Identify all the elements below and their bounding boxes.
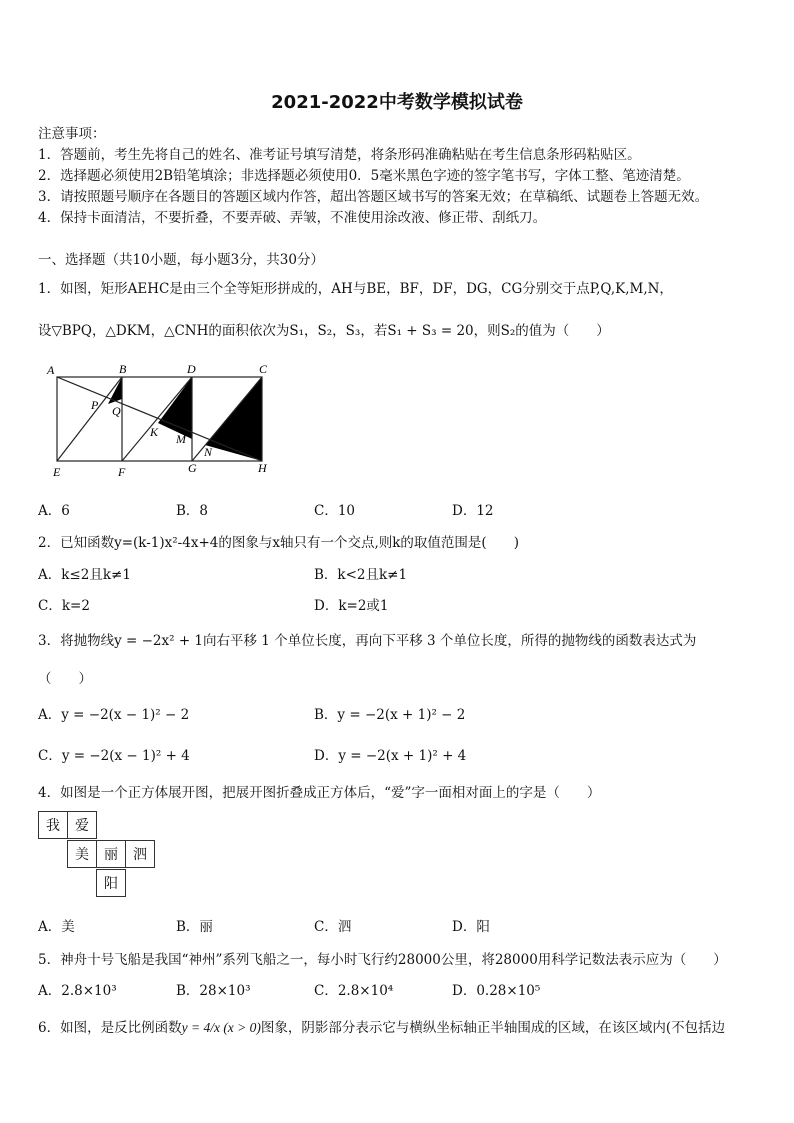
q5-option-c: C．2.8×10⁴: [314, 983, 394, 999]
page-title: 2021-2022中考数学模拟试卷: [271, 92, 523, 113]
notice-item-1: 1．答题前，考生先将自己的姓名、准考证号填写清楚，将条形码准确粘贴在考生信息条形码粘贴区。: [38, 147, 641, 163]
cube-face-yang: 阳: [96, 869, 126, 897]
q5-option-d: D．0.28×10⁵: [452, 983, 541, 999]
label-m: M: [176, 432, 186, 446]
q1-option-a: A．6: [38, 503, 70, 519]
q4-option-a: A．美: [38, 919, 75, 935]
cube-face-wo: 我: [38, 811, 68, 839]
label-a: A: [47, 363, 55, 377]
cube-face-si: 泗: [125, 840, 155, 868]
q2-option-d: D．k=2或1: [314, 598, 389, 614]
q3-paren: （ ）: [38, 671, 92, 687]
label-g: G: [188, 461, 197, 475]
q4-option-d: D．阳: [452, 919, 490, 935]
section-heading: 一、选择题（共10小题，每小题3分，共30分）: [38, 252, 324, 268]
notice-item-3: 3．请按照题号顺序在各题目的答题区域内作答，超出答题区域书写的答案无效；在草稿纸、试题卷上答题无效。: [38, 189, 709, 205]
label-p: P: [91, 398, 99, 412]
label-k: K: [150, 425, 159, 439]
label-d: D: [187, 362, 196, 376]
q6-function: y = 4/x (x > 0): [181, 1020, 261, 1035]
q1-option-b: B．8: [176, 503, 209, 519]
triangle-cnh: [205, 377, 262, 461]
q4-stem: 4．如图是一个正方体展开图，把展开图折叠成正方体后，“爱”字一面相对面上的字是（ ）: [38, 785, 601, 801]
label-n: N: [204, 445, 213, 459]
q1-option-d: D．12: [452, 503, 494, 519]
q3-option-c: C．y = −2(x − 1)² + 4: [38, 748, 190, 764]
q4-option-c: C．泗: [314, 919, 352, 935]
q3-stem: 3．将抛物线y = −2x² + 1向右平移 1 个单位长度，再向下平移 3 个单位长度，所得的抛物线的函数表达式为: [38, 633, 697, 649]
q4-option-b: B．丽: [176, 919, 213, 935]
q2-option-c: C．k=2: [38, 598, 90, 614]
label-c: C: [259, 362, 268, 376]
cube-face-ai: 爱: [67, 811, 97, 839]
triangle-bpq: [108, 377, 122, 404]
q1-stem-line2: 设▽BPQ，△DKM，△CNH的面积依次为S₁，S₂，S₃，若S₁ + S₃ = 20，则S₂的值为（ ）: [38, 323, 610, 339]
q6-stem: [38, 1016, 725, 1036]
q1-figure: [40, 360, 280, 480]
label-b: B: [119, 362, 127, 376]
q6-stem-start: 6．如图，是反比例函数: [38, 1020, 182, 1036]
label-h: H: [258, 461, 267, 475]
notice-item-2: 2．选择题必须使用2B铅笔填涂；非选择题必须使用0．5毫米黑色字迹的签字笔书写，字体工整、笔迹清楚。: [38, 168, 690, 184]
q2-stem: 2．已知函数y=(k-1)x²-4x+4的图象与x轴只有一个交点,则k的取值范围是( ): [38, 535, 519, 551]
notice-heading: 注意事项：: [38, 126, 106, 142]
q1-stem-line1: 1．如图，矩形AEHC是由三个全等矩形拼成的，AH与BE，BF，DF，DG，CG分别交于点P,Q,K,M,N，: [38, 281, 673, 297]
cube-face-mei: 美: [67, 840, 97, 868]
label-e: E: [53, 465, 61, 479]
q5-option-b: B．28×10³: [176, 983, 251, 999]
label-f: F: [118, 465, 126, 479]
q5-option-a: A．2.8×10³: [38, 983, 117, 999]
q2-option-a: A．k≤2且k≠1: [38, 567, 131, 583]
q3-option-d: D．y = −2(x + 1)² + 4: [314, 748, 467, 764]
notice-item-4: 4．保持卡面清洁，不要折叠，不要弄破、弄皱，不准使用涂改液、修正带、刮纸刀。: [38, 210, 547, 226]
q5-stem: 5．神舟十号飞船是我国“神州”系列飞船之一，每小时飞行约28000公里，将28000用科学记数法表示应为（ ）: [38, 952, 727, 968]
cube-face-li: 丽: [96, 840, 126, 868]
q2-option-b: B．k<2且k≠1: [314, 567, 408, 583]
q3-option-b: B．y = −2(x + 1)² − 2: [314, 707, 466, 723]
q1-option-c: C．10: [314, 503, 356, 519]
label-q: Q: [112, 404, 121, 418]
q6-stem-end: 图象，阴影部分表示它与横纵坐标轴正半轴围成的区域，在该区域内(不包括边: [260, 1020, 726, 1036]
q3-option-a: A．y = −2(x − 1)² − 2: [38, 707, 190, 723]
